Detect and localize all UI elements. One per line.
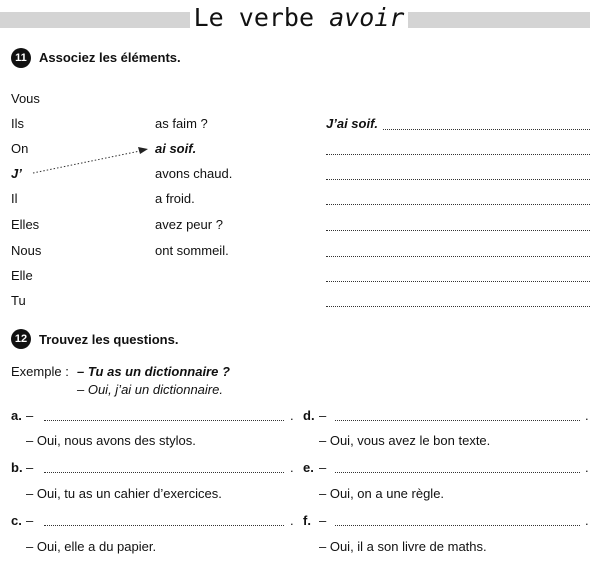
question-line[interactable] xyxy=(335,525,580,526)
question-line[interactable] xyxy=(44,525,284,526)
subject-item: Nous xyxy=(11,243,42,258)
item-letter: e. xyxy=(303,460,314,475)
question-line[interactable] xyxy=(335,420,580,421)
item-letter: a. xyxy=(11,408,22,423)
example-question: – Tu as un dictionnaire ? xyxy=(77,364,230,379)
item-period: . xyxy=(290,460,294,475)
example-label: Exemple : xyxy=(11,364,69,379)
answer-line[interactable] xyxy=(326,204,590,205)
answer-line[interactable] xyxy=(326,179,590,180)
item-answer: – Oui, tu as un cahier d’exercices. xyxy=(26,486,222,501)
item-answer: – Oui, elle a du papier. xyxy=(26,539,157,554)
item-dash: – xyxy=(26,408,34,423)
answer-line[interactable] xyxy=(326,281,590,282)
item-period: . xyxy=(585,460,589,475)
item-dash: – xyxy=(319,513,327,528)
completion-item: avons chaud. xyxy=(155,166,233,181)
subject-item: Elles xyxy=(11,217,40,232)
item-dash: – xyxy=(319,408,327,423)
completion-item: avez peur ? xyxy=(155,217,223,232)
item-letter: b. xyxy=(11,460,23,475)
item-answer: – Oui, vous avez le bon texte. xyxy=(319,433,491,448)
item-dash: – xyxy=(26,460,34,475)
item-answer: – Oui, nous avons des stylos. xyxy=(26,433,196,448)
question-line[interactable] xyxy=(335,472,580,473)
subject-item: On xyxy=(11,141,29,156)
exercise-11-number: 11 xyxy=(11,48,31,68)
answer-line[interactable] xyxy=(326,256,590,257)
answer-line[interactable] xyxy=(326,306,590,307)
title-main: Le verbe xyxy=(193,3,315,32)
exercise-12-instruction: Trouvez les questions. xyxy=(39,332,179,347)
item-letter: c. xyxy=(11,513,22,528)
answer-line[interactable] xyxy=(326,230,590,231)
item-answer: – Oui, il a son livre de maths. xyxy=(319,539,487,554)
item-letter: f. xyxy=(303,513,311,528)
example-answer: J’ai soif. xyxy=(326,116,379,131)
item-period: . xyxy=(290,408,294,423)
item-period: . xyxy=(585,408,589,423)
subject-item: J’ xyxy=(11,166,22,181)
exercise-12-number: 12 xyxy=(11,329,31,349)
item-dash: – xyxy=(319,460,327,475)
subject-item: Tu xyxy=(11,293,26,308)
item-answer: – Oui, on a une règle. xyxy=(319,486,445,501)
example-reply: – Oui, j’ai un dictionnaire. xyxy=(77,382,223,397)
completion-item: ont sommeil. xyxy=(155,243,229,258)
exercise-11-instruction: Associez les éléments. xyxy=(39,50,181,65)
subject-item: Elle xyxy=(11,268,33,283)
item-period: . xyxy=(290,513,294,528)
answer-line[interactable] xyxy=(326,154,590,155)
item-letter: d. xyxy=(303,408,315,423)
completion-item: as faim ? xyxy=(155,116,208,131)
item-period: . xyxy=(585,513,589,528)
item-dash: – xyxy=(26,513,34,528)
subject-item: Il xyxy=(11,191,18,206)
question-line[interactable] xyxy=(44,472,284,473)
answer-line[interactable] xyxy=(383,129,590,130)
question-line[interactable] xyxy=(44,420,284,421)
completion-item: ai soif. xyxy=(155,141,197,156)
subject-item: Vous xyxy=(11,91,40,106)
title-italic: avoir xyxy=(329,3,405,32)
subject-item: Ils xyxy=(11,116,24,131)
completion-item: a froid. xyxy=(155,191,195,206)
